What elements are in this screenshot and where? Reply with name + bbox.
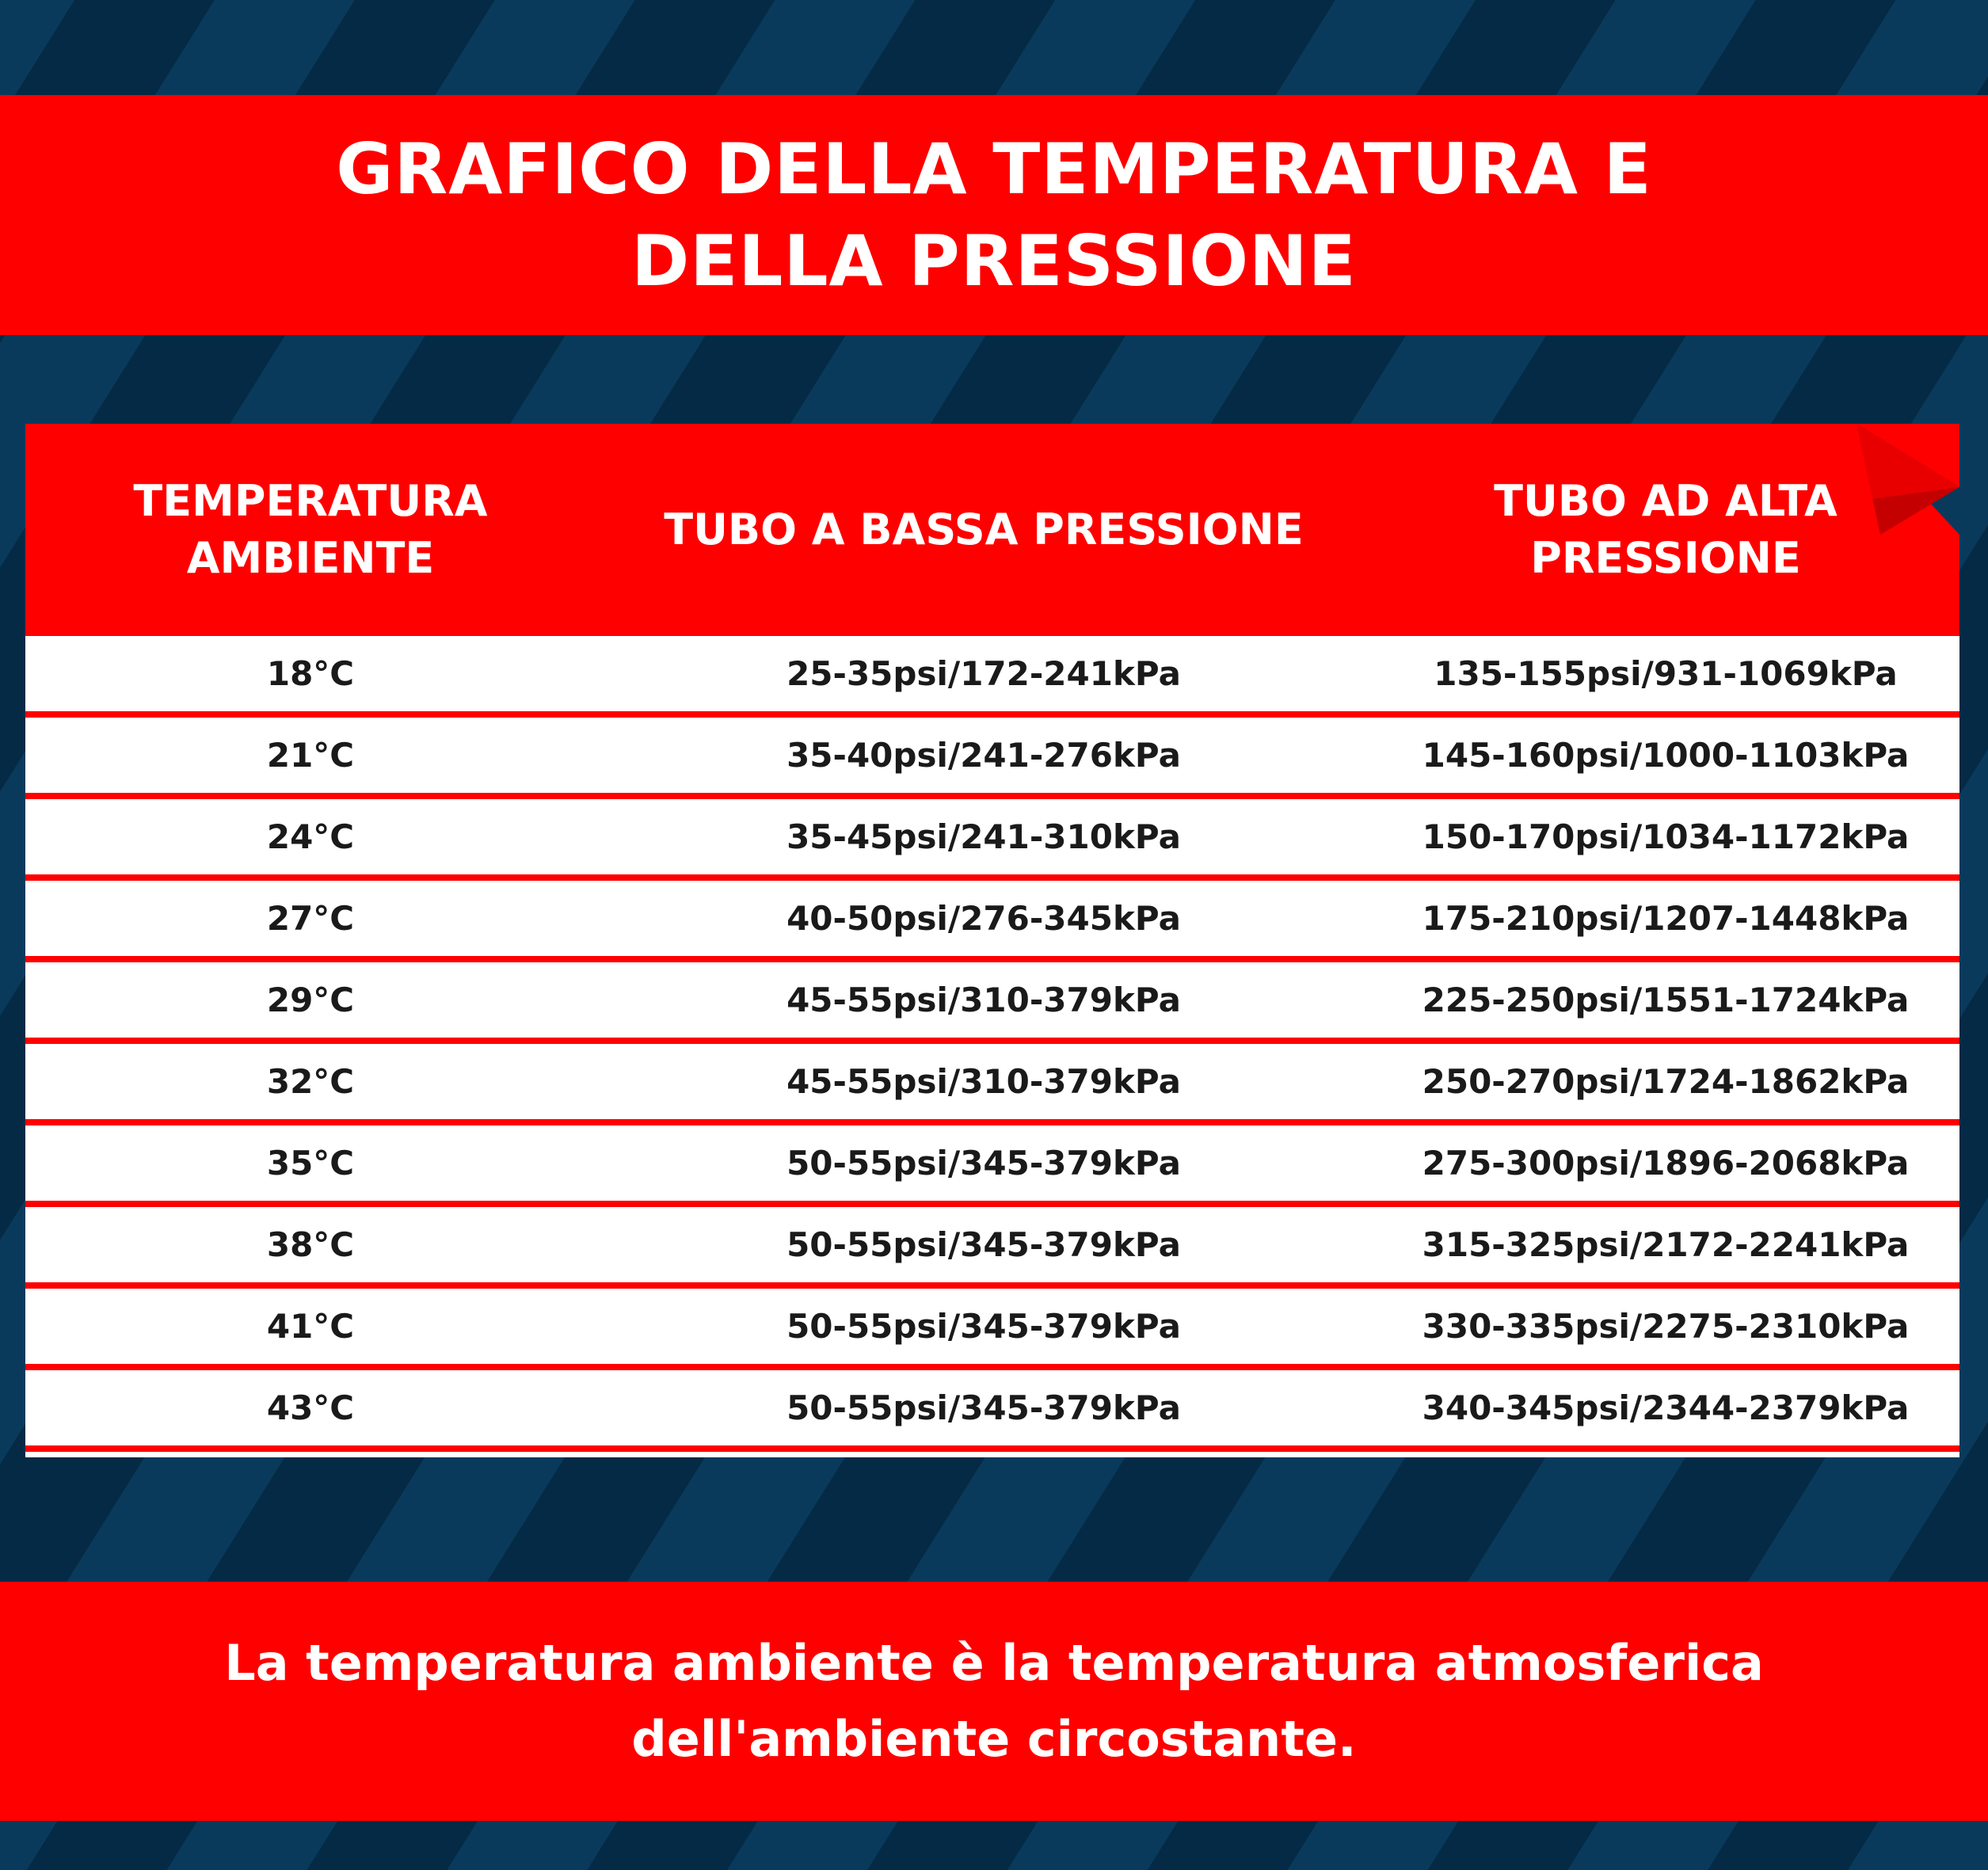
low-pressure-cell: 50-55psi/345-379kPa — [786, 1144, 1181, 1183]
high-pressure-cell: 330-335psi/2275-2310kPa — [1422, 1307, 1910, 1346]
high-pressure-cell: 145-160psi/1000-1103kPa — [1422, 736, 1910, 775]
high-pressure-cell: 340-345psi/2344-2379kPa — [1422, 1388, 1910, 1427]
table-row — [25, 962, 1959, 1044]
temperature-cell: 29°C — [266, 981, 355, 1019]
temperature-cell: 21°C — [266, 736, 355, 775]
low-pressure-cell: 35-40psi/241-276kPa — [786, 736, 1181, 775]
low-pressure-cell: 50-55psi/345-379kPa — [786, 1307, 1181, 1346]
page-curl-icon — [1857, 424, 1959, 535]
table-row — [25, 1207, 1959, 1289]
page-title: GRAFICO DELLA TEMPERATURA E DELLA PRESSIONE — [336, 128, 1652, 302]
low-pressure-cell: 45-55psi/310-379kPa — [786, 981, 1181, 1019]
high-pressure-cell: 135-155psi/931-1069kPa — [1434, 654, 1898, 693]
temperature-cell: 41°C — [266, 1307, 355, 1346]
column-header-high-pressure: TUBO AD ALTA PRESSIONE — [1494, 476, 1838, 583]
table-row — [25, 1370, 1959, 1452]
temperature-cell: 43°C — [266, 1388, 355, 1427]
high-pressure-cell: 225-250psi/1551-1724kPa — [1422, 981, 1910, 1019]
high-pressure-cell: 275-300psi/1896-2068kPa — [1422, 1144, 1910, 1183]
table-row — [25, 799, 1959, 881]
high-pressure-cell: 250-270psi/1724-1862kPa — [1422, 1062, 1910, 1101]
pressure-table — [25, 424, 1959, 1457]
low-pressure-cell: 35-45psi/241-310kPa — [786, 817, 1181, 856]
table-row — [25, 1289, 1959, 1370]
low-pressure-cell: 40-50psi/276-345kPa — [786, 899, 1181, 938]
temperature-cell: 24°C — [266, 817, 355, 856]
table-row — [25, 636, 1959, 718]
table-body — [25, 636, 1959, 1452]
footer-note: La temperatura ambiente è la temperatura atmosferica dell'ambiente circostante. — [224, 1634, 1764, 1768]
low-pressure-cell: 50-55psi/345-379kPa — [786, 1388, 1181, 1427]
high-pressure-cell: 315-325psi/2172-2241kPa — [1422, 1225, 1910, 1264]
temperature-cell: 35°C — [266, 1144, 355, 1183]
temperature-cell: 18°C — [266, 654, 355, 693]
title-banner — [0, 95, 1988, 335]
footer-banner — [0, 1582, 1988, 1821]
table-row — [25, 881, 1959, 962]
low-pressure-cell: 50-55psi/345-379kPa — [786, 1225, 1181, 1264]
high-pressure-cell: 175-210psi/1207-1448kPa — [1422, 899, 1910, 938]
high-pressure-cell: 150-170psi/1034-1172kPa — [1422, 817, 1910, 856]
table-header — [25, 424, 1959, 636]
temperature-cell: 38°C — [266, 1225, 355, 1264]
column-header-temperature: TEMPERATURA AMBIENTE — [133, 476, 488, 583]
table-row — [25, 718, 1959, 799]
low-pressure-cell: 25-35psi/172-241kPa — [786, 654, 1181, 693]
table-row — [25, 1044, 1959, 1125]
low-pressure-cell: 45-55psi/310-379kPa — [786, 1062, 1181, 1101]
temperature-cell: 32°C — [266, 1062, 355, 1101]
column-header-low-pressure: TUBO A BASSA PRESSIONE — [664, 505, 1304, 554]
temperature-cell: 27°C — [266, 899, 355, 938]
table-row — [25, 1125, 1959, 1207]
